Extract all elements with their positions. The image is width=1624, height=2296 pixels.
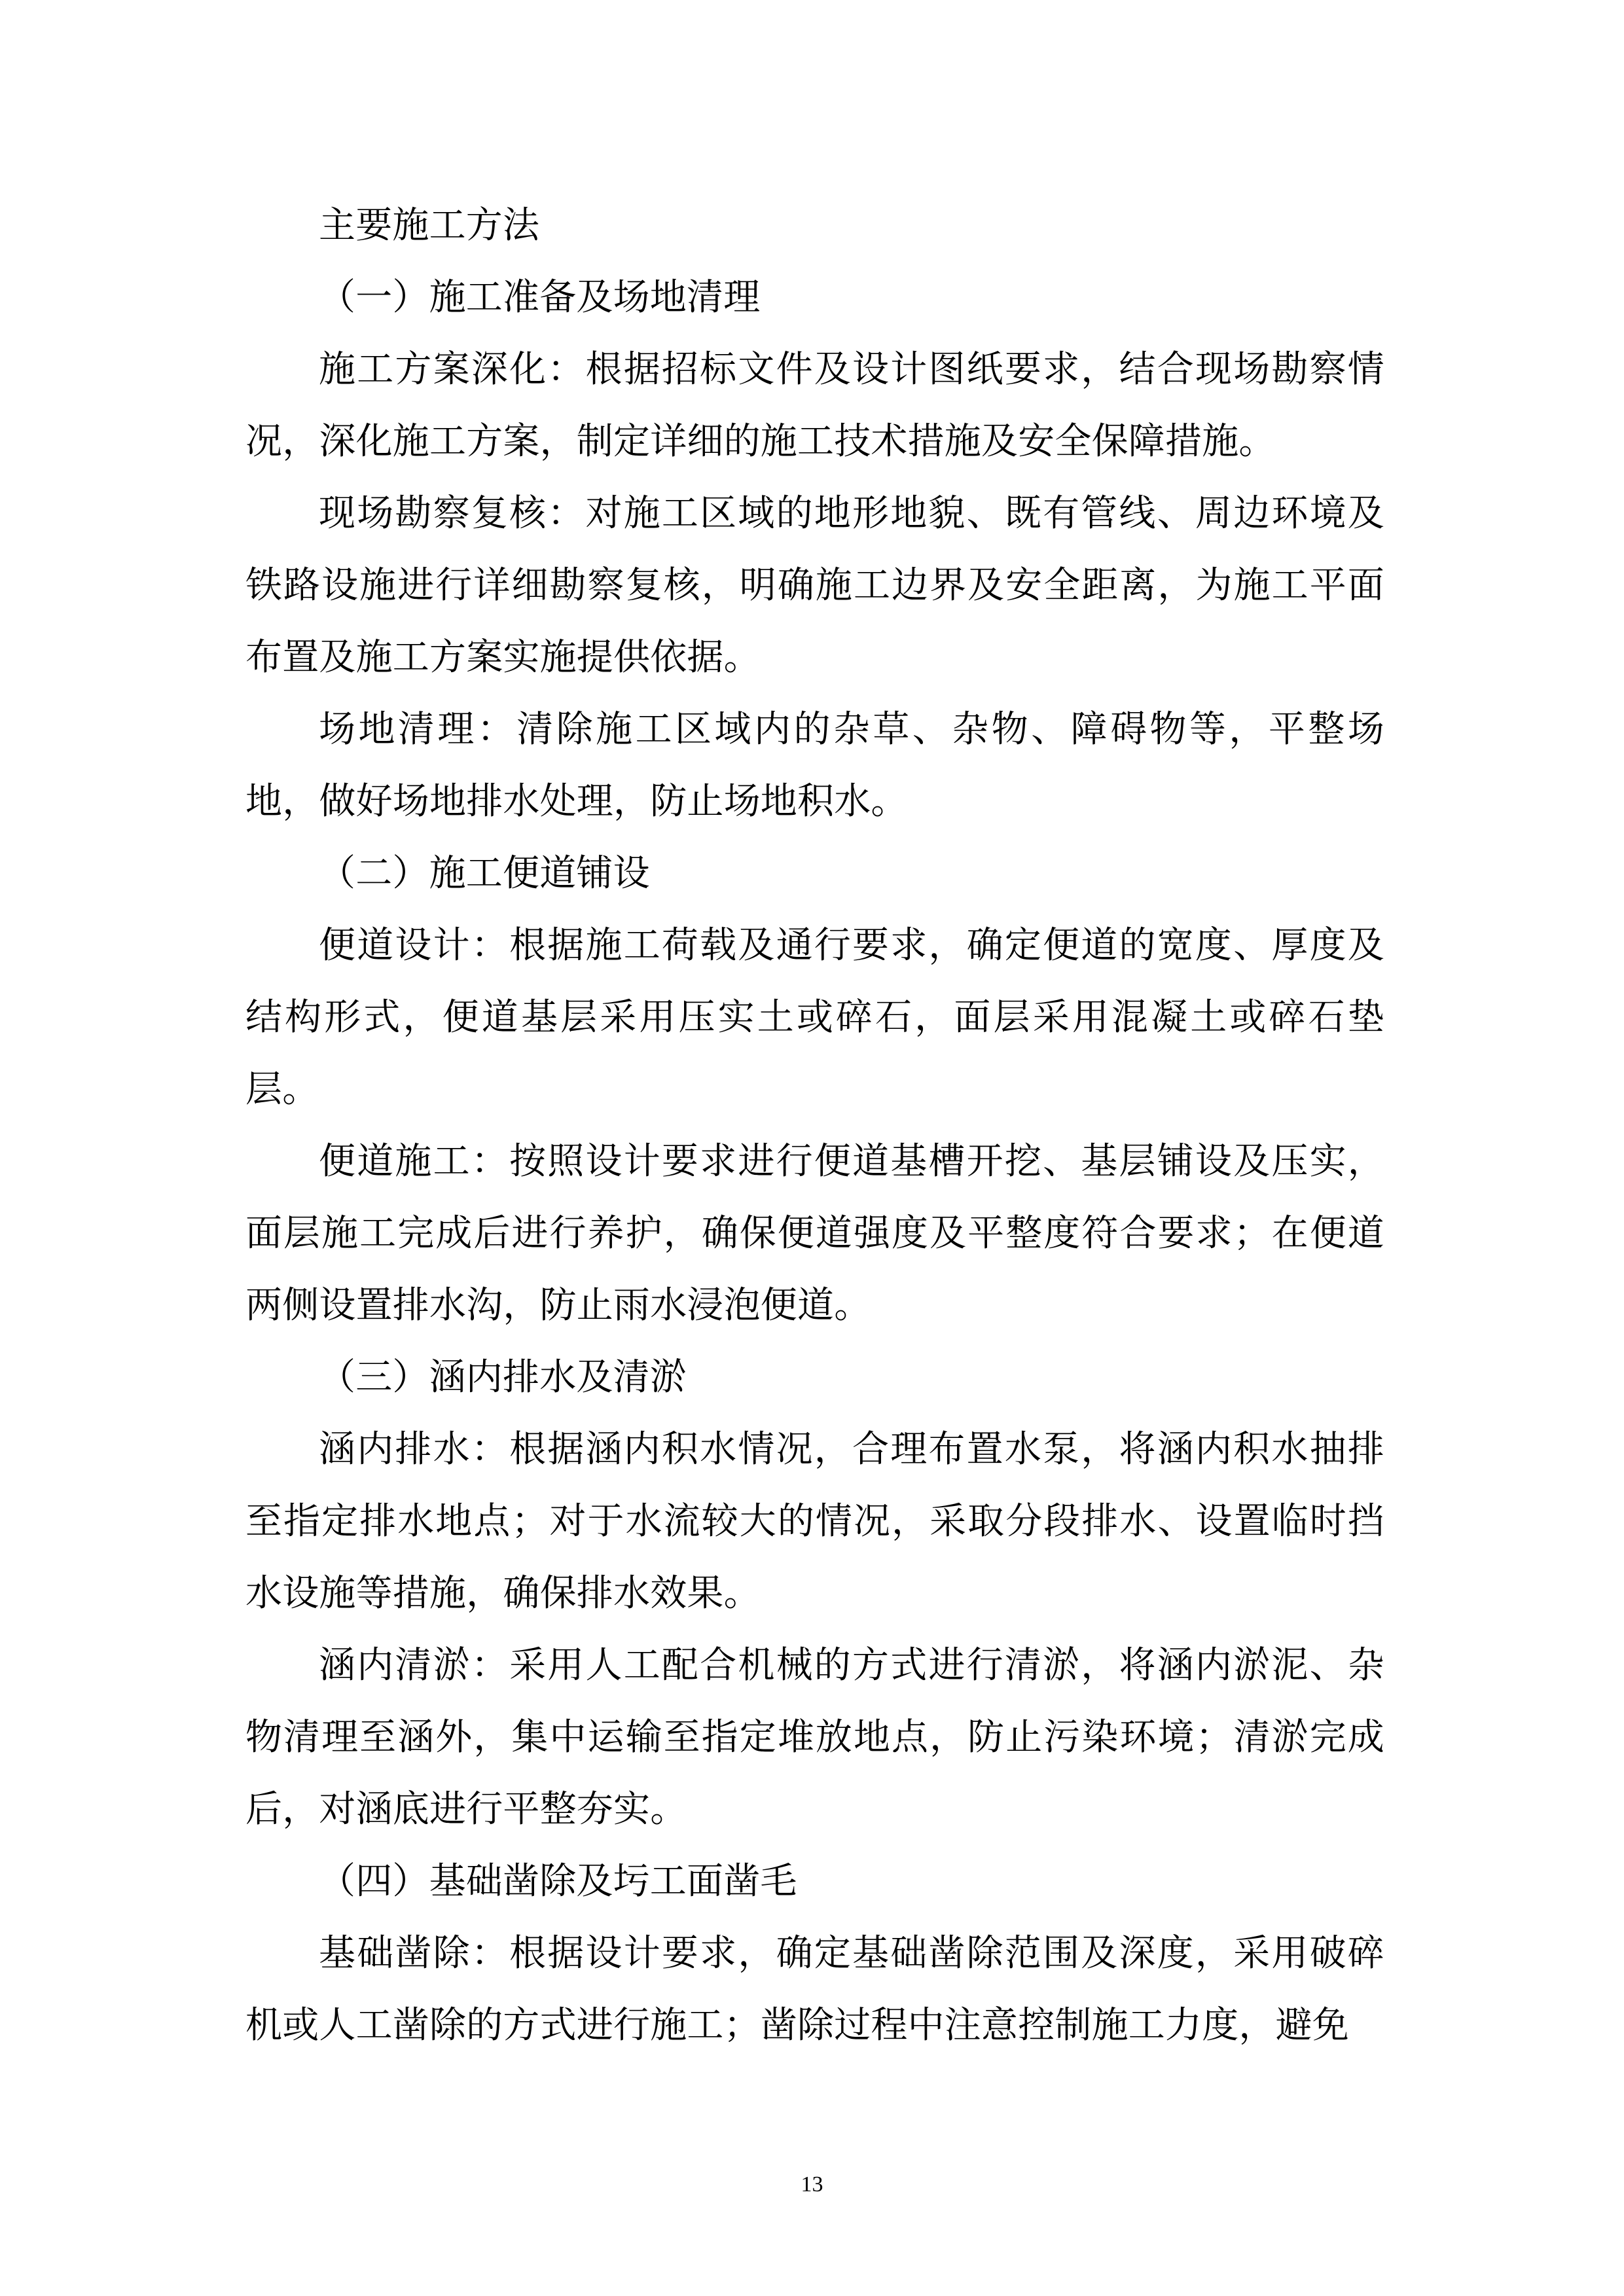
section-heading-4: （四）基础凿除及圬工面凿毛: [319, 1860, 797, 1903]
paragraph: 涵内清淤：采用人工配合机械的方式进行清淤，将涵内淤泥、杂物清理至涵外，集中运输至指定堆放地点，防止污染环境；清淤完成后，对涵底进行平整夯实。: [245, 1644, 1384, 1831]
paragraph: 便道施工：按照设计要求进行便道基槽开挖、基层铺设及压实，面层施工完成后进行养护，确保便道强度及平整度符合要求；在便道两侧设置排水沟，防止雨水浸泡便道。: [245, 1140, 1384, 1327]
section-heading-3: （三）涵内排水及清淤: [319, 1356, 687, 1399]
paragraph: 现场勘察复核：对施工区域的地形地貌、既有管线、周边环境及铁路设施进行详细勘察复核，明确施工边界及安全距离，为施工平面布置及施工方案实施提供依据。: [245, 492, 1384, 679]
paragraph: 施工方案深化：根据招标文件及设计图纸要求，结合现场勘察情况，深化施工方案，制定详细的施工技术措施及安全保障措施。: [245, 348, 1384, 463]
paragraph: 基础凿除：根据设计要求，确定基础凿除范围及深度，采用破碎机或人工凿除的方式进行施工；凿除过程中注意控制施工力度，避免: [245, 1932, 1384, 2047]
paragraph: 便道设计：根据施工荷载及通行要求，确定便道的宽度、厚度及结构形式，便道基层采用压实土或碎石，面层采用混凝土或碎石垫层。: [245, 924, 1384, 1111]
section-heading-2: （二）施工便道铺设: [319, 852, 650, 895]
paragraph: 场地清理：清除施工区域内的杂草、杂物、障碍物等，平整场地，做好场地排水处理，防止场地积水。: [245, 708, 1384, 823]
document-title: 主要施工方法: [319, 204, 540, 247]
paragraph: 涵内排水：根据涵内积水情况，合理布置水泵，将涵内积水抽排至指定排水地点；对于水流较大的情况，采取分段排水、设置临时挡水设施等措施，确保排水效果。: [245, 1428, 1384, 1615]
section-heading-1: （一）施工准备及场地清理: [319, 276, 761, 319]
page-number: 13: [801, 2172, 823, 2197]
document-body: [245, 190, 1384, 2062]
